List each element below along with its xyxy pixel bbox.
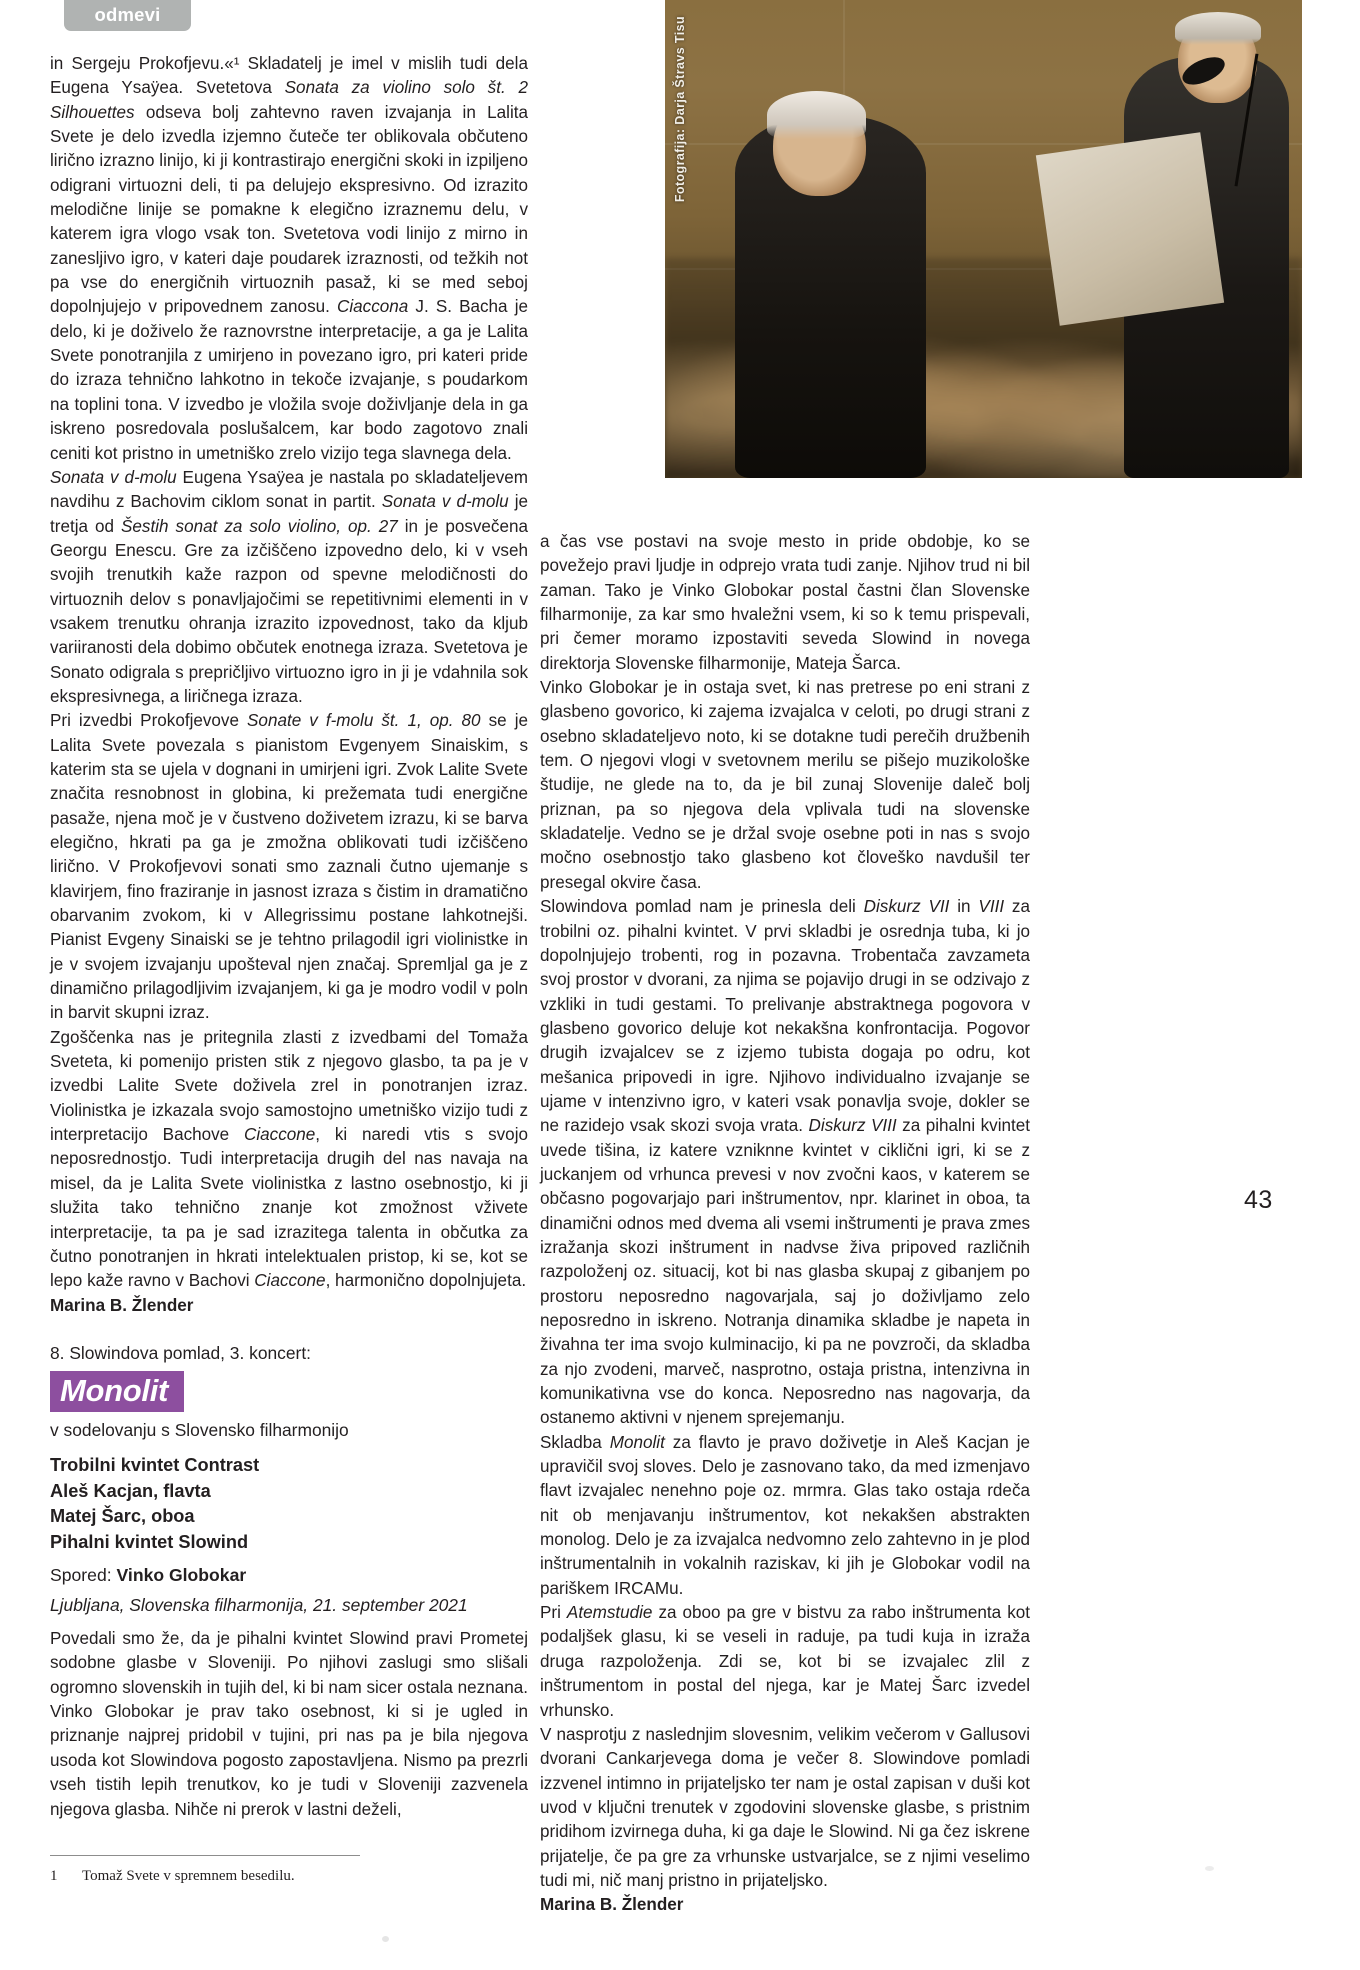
- left-column: [50, 52, 528, 1318]
- scan-mark: [382, 1936, 389, 1942]
- photo-credit: Fotografija: Darja Štravs Tisu: [673, 16, 687, 203]
- paragraph: Vinko Globokar je in ostaja svet, ki nas pretrese po eni strani z glasbeno govorico, ki zajema izvajalca v celoti, po drugi strani z osebno skladateljevo noto, ki se dotakne tudi perečih družbenih tem. O njegovi vlogi v svetovnem merilu se pišejo muzikološke študije, ne glede na to, da je bil zunaj Slovenije daleč bolj priznan, pa so njegova dela vplivala tudi na slovenske skladatelje. Vedno se je držal svoje osebne poti in nas s svojo močno osebnostjo tako glasbeno kot človeško navdušil ter presegal okvire časa.: [540, 678, 1030, 892]
- concert-program: [50, 1562, 528, 1589]
- person-left-hair: [767, 91, 866, 139]
- person-right-hair: [1175, 12, 1261, 45]
- paragraph: Pri Atemstudie za oboo pa gre v bistvu za rabo inštrumenta kot podaljšek glasu, ki se veseli in raduje, pa tudi kuja in izraža druga razpoloženja. Zdi se, kot bi se izvajalec zlil z inštrumentom in postal del njega, kar je Matej Šarc izvedel vrhunsko.: [540, 1603, 1031, 1720]
- concert-block: [50, 1340, 528, 1618]
- program-label: Spored:: [50, 1565, 112, 1586]
- section-tab-label: odmevi: [94, 3, 161, 25]
- left-column-continued: [50, 1610, 528, 1839]
- concert-title: Monolit: [60, 1373, 169, 1408]
- performer-list: [50, 1453, 528, 1555]
- list-item: Trobilni kvintet Contrast: [50, 1455, 260, 1476]
- paragraph: Skladba Monolit za flavto je pravo doživetje in Aleš Kacjan je upravičil svoj sloves. Delo je zasnovano tako, da med izmenjavo flavt izvajalec nenehno poje oz. mrmra. Glas tako ostaja rdeča nit ob menjavanju inštrumentov, kot nekakšen abstrakten monolog. Delo je za izvajalca nedvomno zelo zahtevno in je plod inštrumentalnih in vokalnih raziskav, ki jih je Globokar vodil na pariškem IRCAMu.: [540, 1432, 1030, 1598]
- footnote: [50, 1866, 528, 1887]
- paragraph: Slowindova pomlad nam je prinesla deli Diskurz VII in VIII za trobilni oz. pihalni kvintet. V prvi skladbi je osrednja tuba, ki jo dopolnjujejo trobenti, rog in pozavna. Trobentača zavzameta svoj prostor v dvorani, za njima se pojavijo drugi in se odzivajo z vzkliki in tudi gestami. To prelivanje abstraktnega pogovora v glasbeno govorico deluje kot nekakšna konfrontacija. Pogovor drugih izvajalcev se z izjemo tubista dogaja po odru, kot mešanica pripovedi in igre. Njihovo individualno izvajanje se ujame v intenzivno igro, v kateri vsak ponavlja svoje, dokler se ne razidejo vsak skozi svoja vrata. Diskurz VIII za pihalni kvintet uvede tišina, iz katere vzniknne kvintet v ciklični igri, ki se z juckanjem od vrhunca prevesi v nov zvočni kaos, v katerem se občasno pogovarjajo pari inštrumentov, npr. klarinet in oboa, ta dinamični odnos med dvema ali vsemi inštrumenti je prava zmes izražanja skozi inštrument in nadvse živa pripoved različnih razpoloženj oz. situacij, kot bi nas glasba skupaj z gibanjem po prostoru neposredno nagovarjala, saj jo doživljamo zelo neposredno in iskreno. Notranja dinamika skladbe je napeta in živahna ter ima svojo kulminacijo, ki pa ne povzroči, da skladba za njo zvodeni, marveč, nasprotno, ostaja pristna, intenzivna in komunikativna vse do konca. Neposredno nas nagovarja, da ostanemo aktivni v njenem sprejemanju.: [540, 897, 1031, 1428]
- paragraph: Sonata v d-molu Eugena Ysaÿea je nastala po skladateljevem navdihu z Bachovim ciklom sonat in partit. Sonata v d-molu je tretja od Šestih sonat za solo violino, op. 27 in je posvečena Georgu Enescu. Gre za izčiščeno izpovedno delo, ki v vseh svojih trenutkih kaže razpon od spevne melodičnosti do virtuoznih delov s ponavljajočimi se repetitivnimi elementi in v vsakem trenutku ohranja izrazito izpovednost, tako da kljub variiranosti dela dobimo občutek enotnega izraza. Svetetova je Sonato odigrala s prepričljivo virtuozno igro in ji je vdahnila sok ekspresivnega, a liričnega izraza.: [50, 467, 528, 706]
- section-tab-odmevi: [64, 0, 191, 31]
- concert-kicker: 8. Slowindova pomlad, 3. koncert:: [50, 1343, 312, 1363]
- footnote-divider: [50, 1855, 360, 1856]
- program-value: Vinko Globokar: [116, 1565, 247, 1586]
- article-signature: Marina B. Žlender: [50, 1295, 194, 1315]
- list-item: Pihalni kvintet Slowind: [50, 1531, 249, 1552]
- concert-collaboration: v sodelovanju s Slovensko filharmonijo: [50, 1420, 349, 1441]
- scan-mark: [1205, 1866, 1214, 1871]
- article-signature: Marina B. Žlender: [540, 1895, 684, 1915]
- paragraph: Pri izvedbi Prokofjevove Sonate v f-molu št. 1, op. 80 se je Lalita Svete povezala s pianistom Evgenyem Sinaiskim, s katerim sta se ujela v dognani in umirjeni igri. Zvok Lalite Svete značita resnobnost in globina, ki prežemata tudi energične pasaže, njena moč je v čustveno doživetem izrazu, ki se barva elegično, hkrati pa ga je zmožna oblikovati tudi izčiščeno lirično. V Prokofjevovi sonati smo zaznali čutno ujemanje s klavirjem, fino fraziranje in jasnost izraza s čistim in dramatično obarvanim zvokom, ki v Allegrissimu postane lahkotnejši. Pianist Evgeny Sinaiski se je tehtno prilagodil igri violinistke in je v svojem izvajanju upošteval njen značaj. Spremljal ga je z dinamično prilagodljivim izvajanjem, ki ga je modro vodil v poln in barvit skupni izraz.: [50, 711, 528, 1023]
- speech-paper: [1036, 133, 1224, 326]
- paragraph: V nasprotju z naslednjim slovesnim, velikim večerom v Gallusovi dvorani Cankarjevega doma je večer 8. Slowindove pomladi izzvenel intimno in prijateljsko ter nam je ostal zapisan v duši kot uvod v ključni trenutek v zgodovini slovenske glasbe, s pristnim pridihom izvirnega duha, ki ga daje le Slowind. Ni ga čez iskrene prijatelje, če pa gre za vrhunske ustvarjalce, se z njimi veselimo tudi mi, nič manj pristno in prijateljsko.: [540, 1724, 1030, 1890]
- page-number: 43: [1244, 1186, 1273, 1214]
- paragraph: Povedali smo že, da je pihalni kvintet Slowind pravi Prometej sodobne glasbe v Sloveniji. Po njihovi zaslugi smo slišali ogromno slovenskih in tujih del, ki bi nam sicer ostala neznana. Vinko Globokar je prav tako osebnost, ki si je ugled in priznanje najprej pridobil v tujini, pri nas pa je bila njegova usoda kot Slowindova pogosto zapostavljena. Nismo pa prezrli vseh tistih lepih trenutkov, ko je tudi v Sloveniji zazvenela njegova glasba. Nihče ni prerok v lastni deželi,: [50, 1629, 528, 1819]
- paragraph: in Sergeju Prokofjevu.«¹ Skladatelj je imel v mislih tudi dela Eugena Ysaÿea. Svetetova Sonata za violino solo št. 2 Silhouettes odseva bolj zahtevno raven izvajanja in Lalita Svete je delo izvedla izjemno čuteče ter oblikovala občuteno lirično izrazno linijo, ki ji kontrastirajo energični skoki in izpiljeno odigrani virtuozni deli, ti pa delujejo ekspresivno. Od izrazito melodične linije se pomakne k elegično izraznemu delu, v katerem igra vlogo vsak ton. Svetetova vodi linijo z mirno in zanesljivo igro, v kateri daje poudarek izraznosti, od težkih not pa vse do energičnih virtuoznih pasaž, ki se med seboj dopolnjujejo v pripovednem zanosu. Ciaccona J. S. Bacha je delo, ki je doživelo že raznovrstne interpretacije, a ga je Lalita Svete ponotranjila z umirjeno in povezano igro, pri kateri pride do izraza tehnično lahkotno in tekoče izvajanje, s poudarkom na toplini tona. V izvedbo je vložila svoje doživljanje dela in ga iskreno posredovala poslušalcem, kar bodo zagotovo znali ceniti kot pristno in umetniško zrelo vizijo tega slavnega dela.: [50, 54, 528, 463]
- right-column: [540, 530, 1030, 1918]
- footnote-number: 1: [50, 1868, 58, 1884]
- concert-venue: Ljubljana, Slovenska filharmonija, 21. september 2021: [50, 1595, 468, 1616]
- concert-photograph: [665, 0, 1302, 478]
- footnote-text: Tomaž Svete v spremnem besedilu.: [82, 1868, 295, 1884]
- list-item: Matej Šarc, oboa: [50, 1506, 195, 1527]
- list-item: Aleš Kacjan, flavta: [50, 1480, 211, 1501]
- paragraph: Zgoščenka nas je pritegnila zlasti z izvedbami del Tomaža Sveteta, ki pomenijo pristen stik z njegovo glasbo, ta pa je v izvedbi Lalite Svete doživela zrel in ponotranjen izraz. Violinistka je izkazala svojo samostojno umetniško vizijo tudi z interpretacijo Bachove Ciaccone, ki naredi vtis s svojo neposrednostjo. Tudi interpretacija drugih del nas navaja na misel, da je Lalita Svete violinistka z lastno osebnostjo, ki ji služita tako tehnično znanje kot zmožnost vživete interpretacije, ta pa je sad izrazitega talenta in občutka za čutno ponotranjen in hkrati intelektualen pristop, ki se, kot se lepo kaže ravno v Bachovi Ciaccone, harmonično dopolnjujeta.: [50, 1027, 528, 1291]
- concert-title-badge: [50, 1371, 184, 1412]
- paragraph: a čas vse postavi na svoje mesto in pride obdobje, ko se povežejo pravi ljudje in odprejo vrata tudi zanje. Njihov trud ni bil zaman. Tako je Vinko Globokar postal častni član Slovenske filharmonije, za kar smo hvaležni vsem, ki so k temu prispevali, pri čemer moramo izpostaviti seveda Slowind in novega direktorja Slovenske filharmonije, Mateja Šarca.: [540, 532, 1030, 673]
